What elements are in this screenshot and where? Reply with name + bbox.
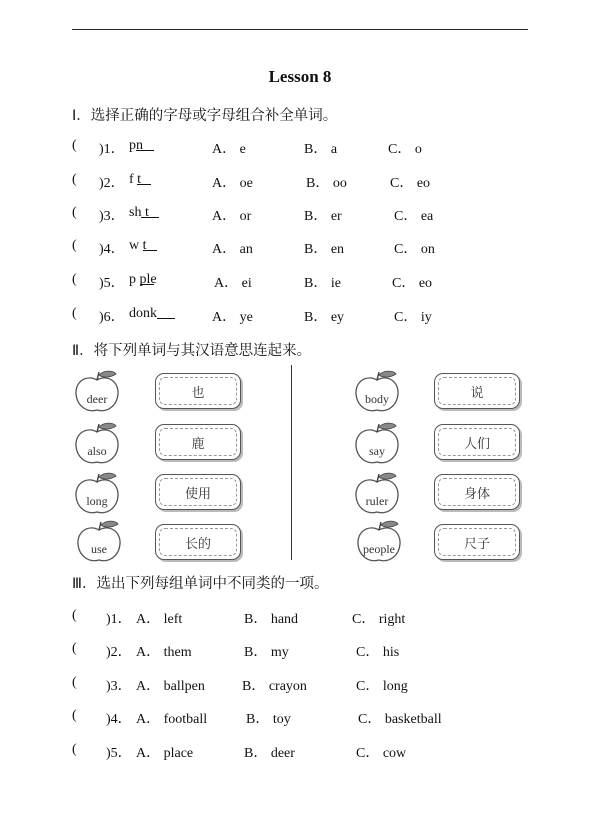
word-apple[interactable]: use (74, 518, 124, 564)
apple-icon (352, 470, 402, 516)
answer-blank[interactable] (143, 238, 155, 251)
apple-icon (354, 518, 404, 564)
apple-icon (74, 518, 124, 564)
word-apple[interactable]: deer (72, 368, 122, 414)
meaning-card[interactable]: 也 (155, 373, 241, 409)
answer-blank[interactable] (157, 306, 175, 319)
question-word: w t (129, 238, 147, 254)
section-2-heading: Ⅱ．将下列单词与其汉语意思连起来。 (72, 343, 312, 359)
meaning-card[interactable]: 人们 (434, 424, 520, 460)
meaning-card[interactable]: 使用 (155, 474, 241, 510)
header-rule (72, 29, 528, 30)
section-1-heading: I．选择正确的字母或字母组合补全单词。 (72, 108, 338, 124)
answer-blank[interactable] (137, 172, 149, 185)
page-title: Lesson 8 (268, 67, 332, 86)
answer-blank[interactable] (140, 272, 154, 285)
answer-blank[interactable] (145, 205, 159, 218)
word-apple[interactable]: body (352, 368, 402, 414)
word-apple[interactable]: people (354, 518, 404, 564)
meaning-card[interactable]: 尺子 (434, 524, 520, 560)
apple-icon (352, 420, 402, 466)
apple-icon (72, 420, 122, 466)
question-word: p n (129, 138, 143, 154)
question-word: p ple (129, 272, 157, 287)
word-apple[interactable]: ruler (352, 470, 402, 516)
section-3-heading: Ⅲ．选出下列每组单词中不同类的一项。 (72, 576, 329, 592)
word-apple[interactable]: long (72, 470, 122, 516)
meaning-card[interactable]: 说 (434, 373, 520, 409)
question-word: donk (129, 306, 157, 322)
apple-icon (72, 470, 122, 516)
word-apple[interactable]: also (72, 420, 122, 466)
answer-blank[interactable] (136, 138, 154, 151)
column-divider (291, 365, 292, 560)
meaning-card[interactable]: 鹿 (155, 424, 241, 460)
meaning-card[interactable]: 身体 (434, 474, 520, 510)
question-word: sh t (129, 205, 149, 221)
apple-icon (352, 368, 402, 414)
question-word: f t (129, 172, 141, 188)
meaning-card[interactable]: 长的 (155, 524, 241, 560)
word-apple[interactable]: say (352, 420, 402, 466)
apple-icon (72, 368, 122, 414)
